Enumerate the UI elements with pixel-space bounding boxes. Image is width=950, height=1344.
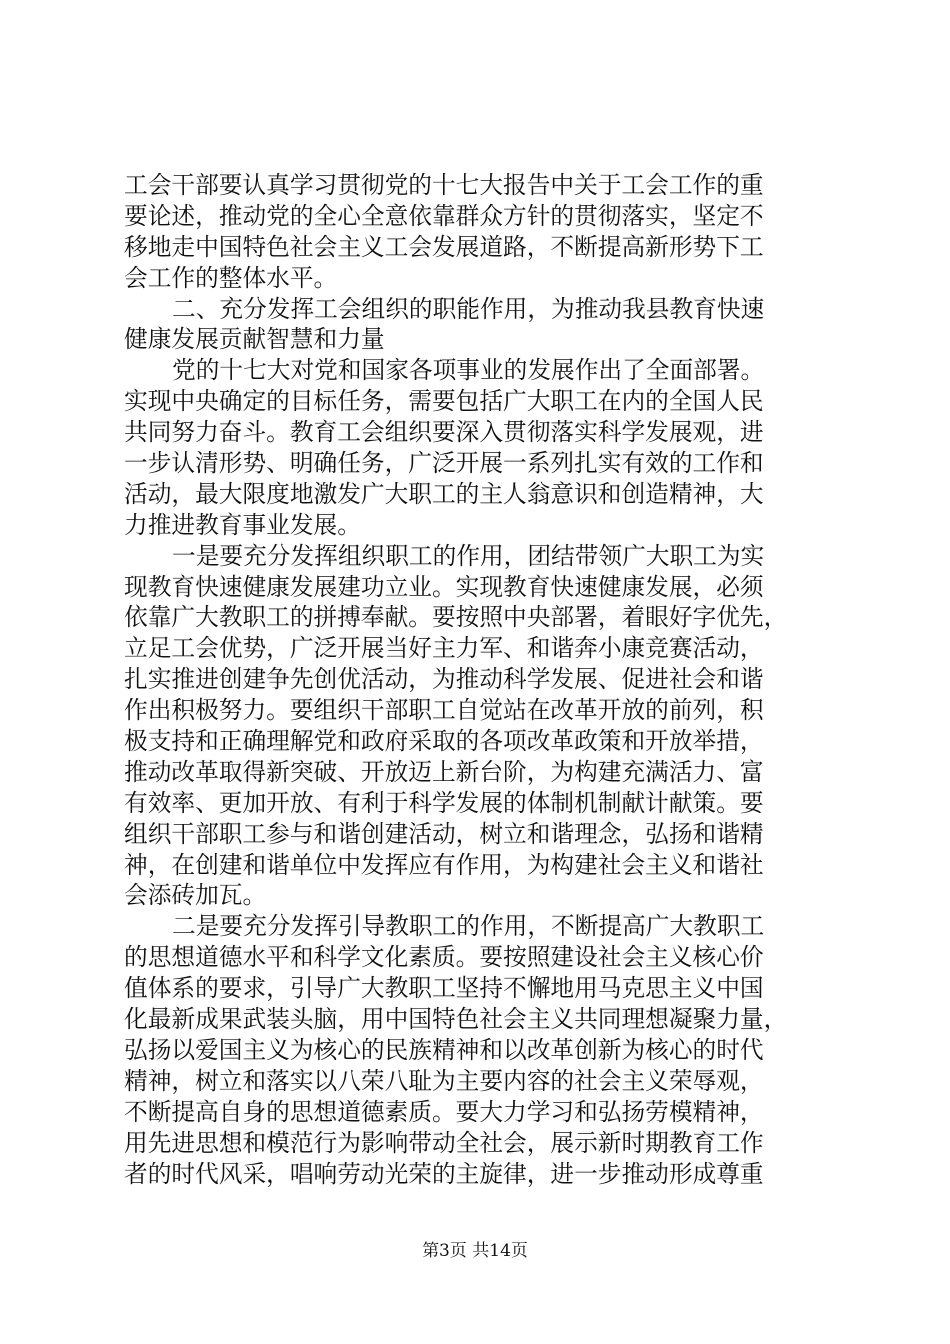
text-line: 精神，树立和落实以八荣八耻为主要内容的社会主义荣辱观， (124, 1066, 764, 1095)
section-heading-line: 二、充分发挥工会组织的职能作用，为推动我县教育快速 (172, 294, 765, 323)
text-line: 力推进教育事业发展。 (124, 510, 361, 539)
text-line: 用先进思想和模范行为影响带动全社会，展示新时期教育工作 (124, 1128, 764, 1157)
text-line: 化最新成果武装头脑，用中国特色社会主义共同理想凝聚力量， (124, 1005, 788, 1034)
text-line: 要论述，推动党的全心全意依靠群众方针的贯彻落实，坚定不 (124, 201, 764, 230)
text-line: 立足工会优势，广泛开展当好主力军、和谐奔小康竞赛活动， (124, 634, 764, 663)
text-line: 者的时代风采，唱响劳动光荣的主旋律，进一步推动形成尊重 (124, 1159, 764, 1188)
text-line: 现教育快速健康发展建功立业。实现教育快速健康发展，必须 (124, 572, 764, 601)
text-line: 不断提高自身的思想道德素质。要大力学习和弘扬劳模精神， (124, 1097, 764, 1126)
text-line: 工会干部要认真学习贯彻党的十七大报告中关于工会工作的重 (124, 171, 764, 199)
text-line: 作出积极努力。要组织干部职工自觉站在改革开放的前列，积 (124, 696, 764, 725)
section-heading-line: 健康发展贡献智慧和力量 (124, 325, 385, 354)
text-line: 极支持和正确理解党和政府采取的各项改革政策和开放举措， (124, 727, 764, 756)
page-number-footer: 第3页 共14页 (422, 1241, 528, 1261)
text-line: 会添砖加瓦。 (124, 881, 267, 910)
text-line: 二是要充分发挥引导教职工的作用，不断提高广大教职工 (172, 912, 765, 941)
text-line: 弘扬以爱国主义为核心的民族精神和以改革创新为核心的时代 (124, 1035, 764, 1064)
text-line: 组织干部职工参与和谐创建活动，树立和谐理念，弘扬和谐精 (124, 819, 764, 848)
text-line: 会工作的整体水平。 (124, 263, 338, 292)
text-line: 值体系的要求，引导广大教职工坚持不懈地用马克思主义中国 (124, 974, 764, 1003)
text-line: 扎实推进创建争先创优活动，为推动科学发展、促进社会和谐 (124, 665, 764, 694)
text-line: 共同努力奋斗。教育工会组织要深入贯彻落实科学发展观，进 (124, 418, 764, 447)
text-line: 推动改革取得新突破、开放迈上新台阶，为构建充满活力、富 (124, 757, 764, 786)
text-line: 依靠广大教职工的拼搏奉献。要按照中央部署，着眼好字优先， (124, 603, 788, 632)
text-line: 党的十七大对党和国家各项事业的发展作出了全面部署。 (172, 356, 765, 385)
text-line: 移地走中国特色社会主义工会发展道路，不断提高新形势下工 (124, 232, 764, 261)
text-line: 神，在创建和谐单位中发挥应有作用，为构建社会主义和谐社 (124, 850, 764, 879)
text-line: 一步认清形势、明确任务，广泛开展一系列扎实有效的工作和 (124, 449, 764, 478)
text-line: 有效率、更加开放、有利于科学发展的体制机制献计献策。要 (124, 788, 764, 817)
text-line: 实现中央确定的目标任务，需要包括广大职工在内的全国人民 (124, 387, 764, 416)
document-body (124, 170, 838, 1189)
text-line: 的思想道德水平和科学文化素质。要按照建设社会主义核心价 (124, 943, 764, 972)
text-line: 一是要充分发挥组织职工的作用，团结带领广大职工为实 (172, 541, 765, 570)
text-line: 活动，最大限度地激发广大职工的主人翁意识和创造精神，大 (124, 479, 764, 508)
